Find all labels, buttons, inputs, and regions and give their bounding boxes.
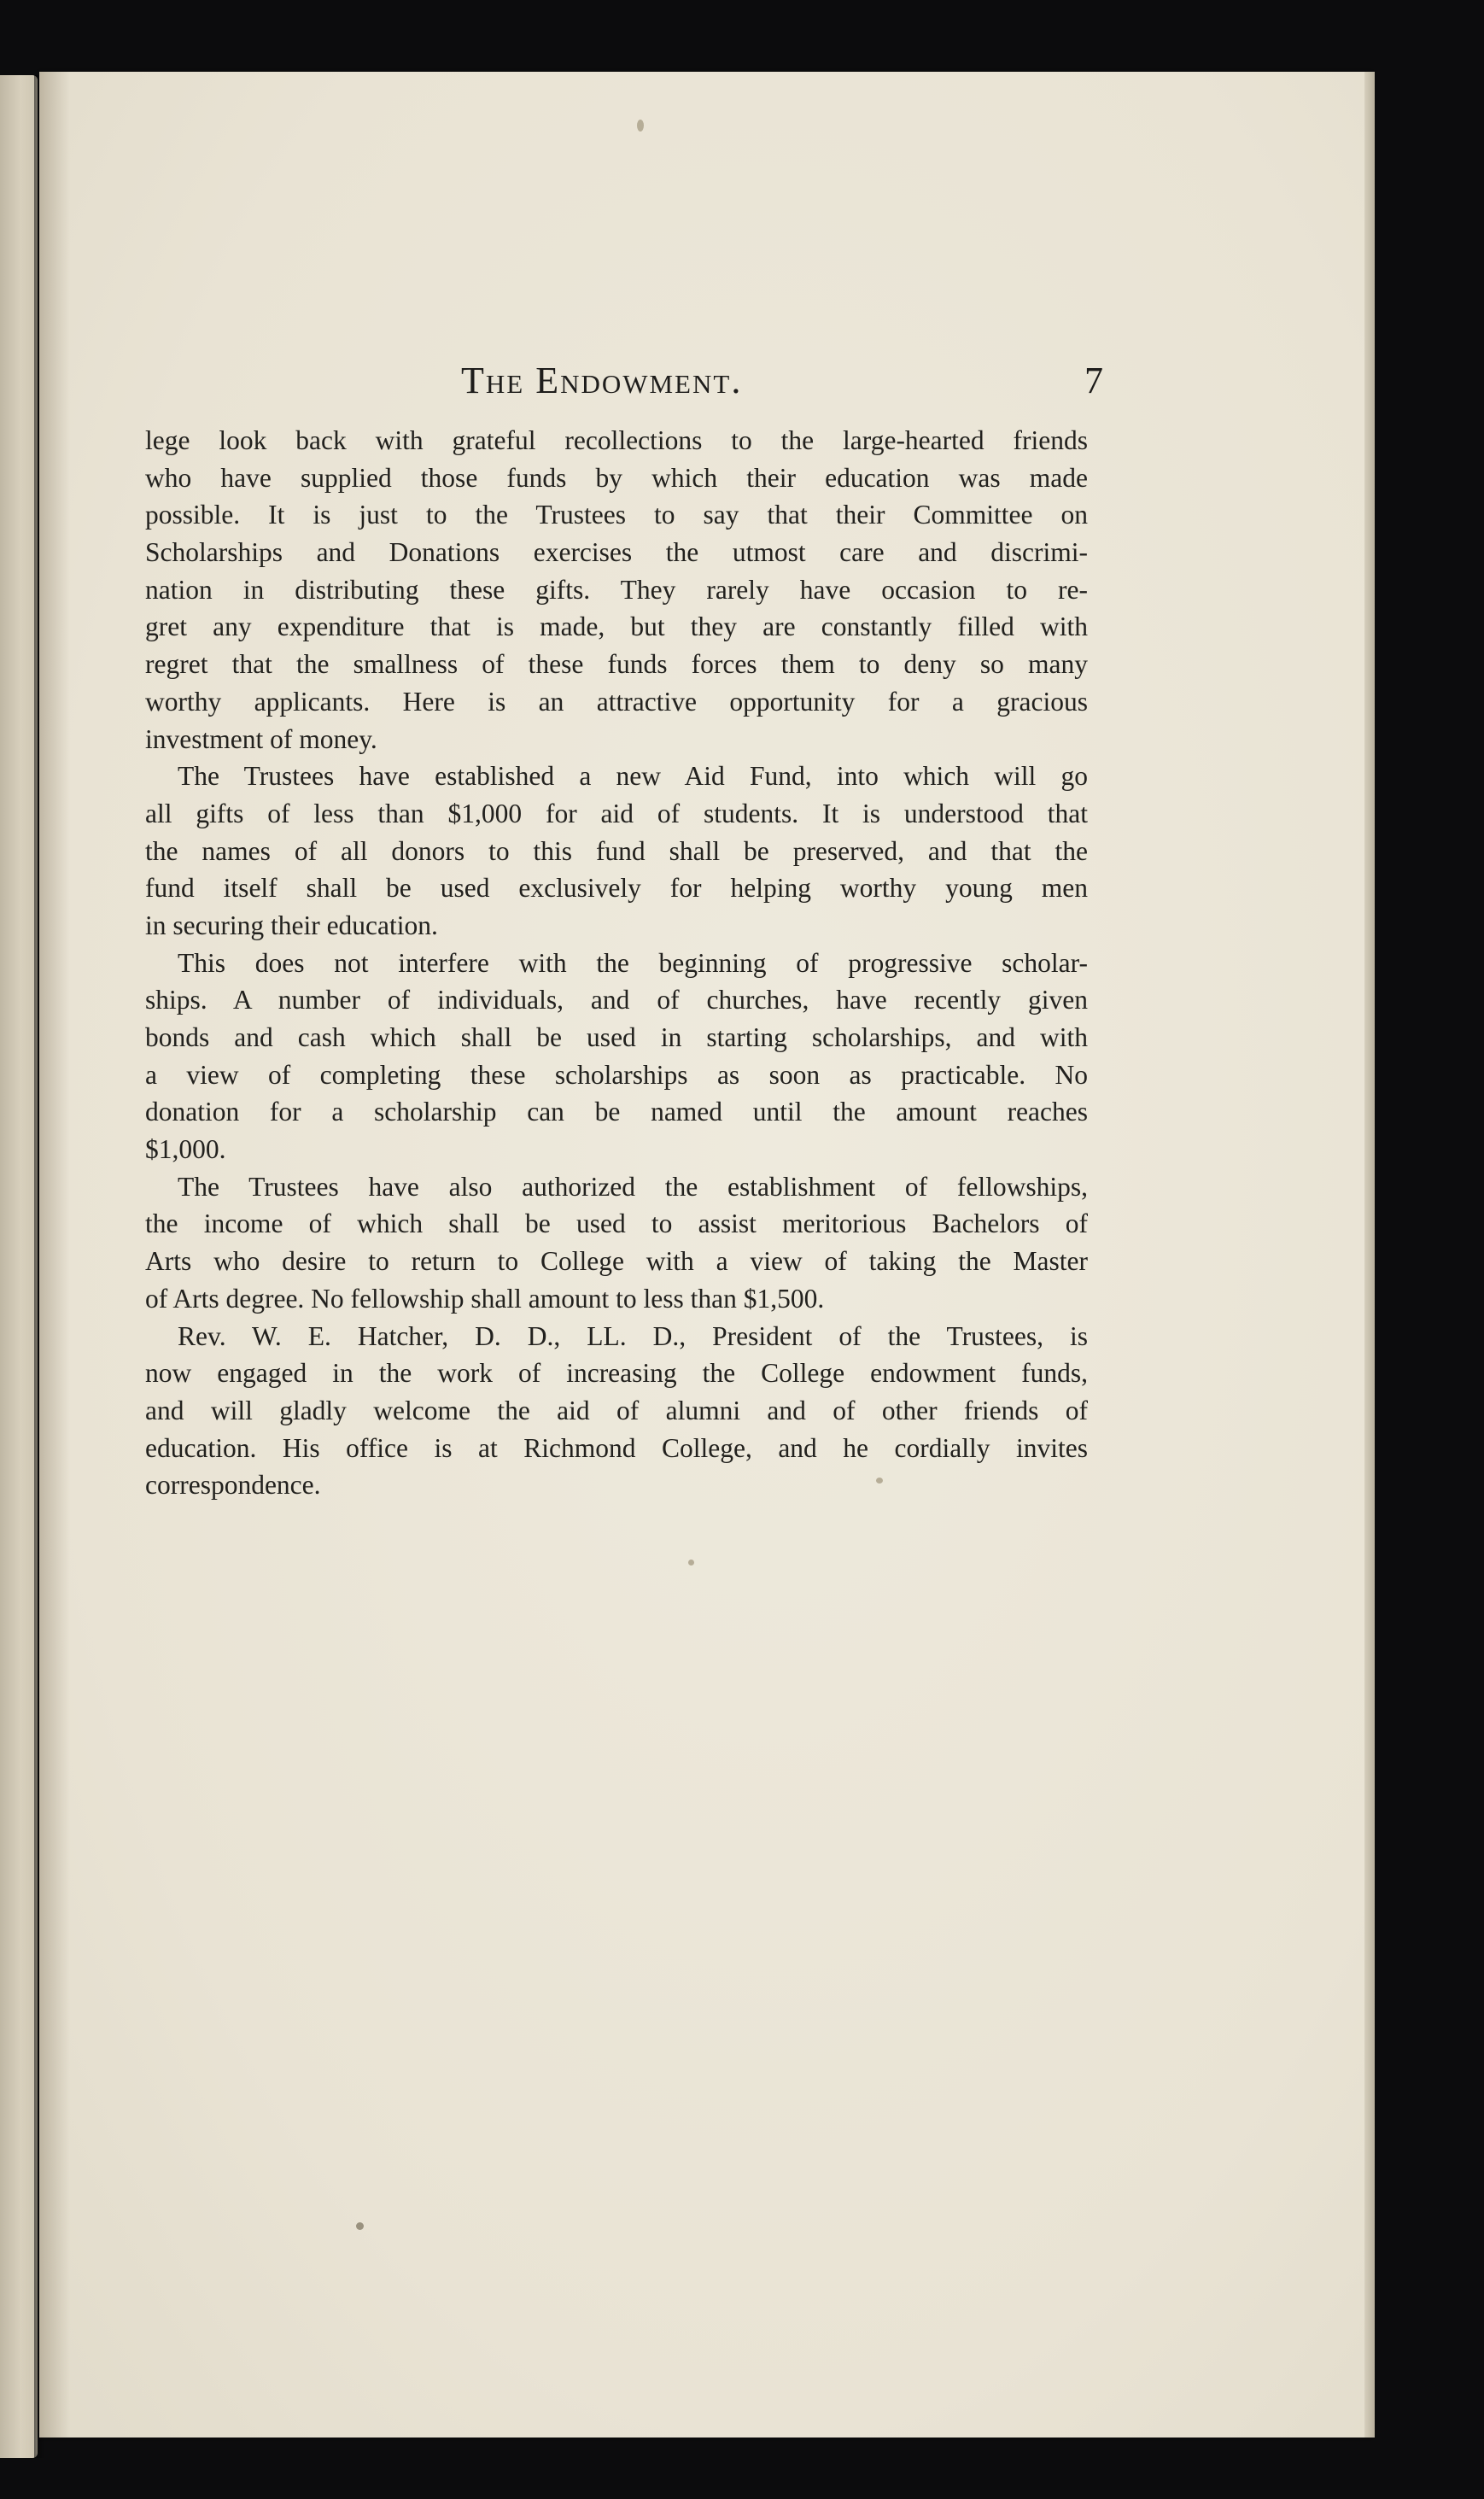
text-line: gret any expenditure that is made, but they are constantly filled with (145, 612, 1088, 642)
text-line: ships. A number of individuals, and of churches, have recently given (145, 985, 1088, 1015)
text-line: This does not interfere with the beginning of progressive scholar- (178, 947, 1088, 978)
text-line: fund itself shall be used exclusively for helping worthy young men (145, 873, 1088, 904)
running-head (461, 359, 1103, 410)
text-line: and will gladly welcome the aid of alumni and of other friends of (145, 1395, 1088, 1425)
text-line: in securing their education. (145, 910, 438, 940)
text-line: Rev. W. E. Hatcher, D. D., LL. D., President of the Trustees, is (178, 1320, 1088, 1351)
facing-page-edge (0, 75, 38, 2458)
text-line: nation in distributing these gifts. They rarely have occasion to re- (145, 574, 1088, 605)
text-line: possible. It is just to the Trustees to say that their Committee on (145, 500, 1088, 530)
page-fore-edge (1364, 72, 1375, 2438)
body-text (145, 422, 1088, 1504)
text-line: education. His office is at Richmond College, and he cordially invites (145, 1432, 1088, 1463)
text-line: donation for a scholarship can be named until the amount reaches (145, 1097, 1088, 1127)
text-line: investment of money. (145, 723, 377, 754)
text-line: all gifts of less than $1,000 for aid of students. It is understood that (145, 798, 1088, 828)
text-line: the names of all donors to this fund shall be preserved, and that the (145, 835, 1088, 866)
text-line: a view of completing these scholarships as soon as practicable. No (145, 1059, 1088, 1090)
text-line: Arts who desire to return to College with a view of taking the Master (145, 1246, 1088, 1277)
gutter-shade (39, 72, 70, 2438)
text-line: $1,000. (145, 1134, 226, 1165)
text-line: The Trustees have also authorized the establishment of fellowships, (178, 1171, 1088, 1202)
running-title: The Endowment. (461, 360, 743, 401)
text-line: the income of which shall be used to assist meritorious Bachelors of (145, 1209, 1088, 1239)
text-line: now engaged in the work of increasing the College endowment funds, (145, 1358, 1088, 1389)
text-line: correspondence. (145, 1470, 321, 1501)
text-line: worthy applicants. Here is an attractive opportunity for a gracious (145, 686, 1088, 717)
text-line: bonds and cash which shall be used in starting scholarships, and with (145, 1022, 1088, 1052)
page-number: 7 (1084, 360, 1103, 401)
text-line: who have supplied those funds by which their education was made (145, 462, 1088, 493)
paper-speck (356, 2222, 364, 2230)
text-line: Scholarships and Donations exercises the utmost care and discrimi- (145, 537, 1088, 568)
paper-speck (637, 120, 644, 132)
text-line: The Trustees have established a new Aid Fund, into which will go (178, 761, 1088, 792)
paper-speck (688, 1560, 694, 1566)
text-line: regret that the smallness of these funds forces them to deny so many (145, 649, 1088, 680)
text-line: of Arts degree. No fellowship shall amount to less than $1,500. (145, 1283, 825, 1314)
text-line: lege look back with grateful recollections to the large-hearted friends (145, 425, 1088, 455)
